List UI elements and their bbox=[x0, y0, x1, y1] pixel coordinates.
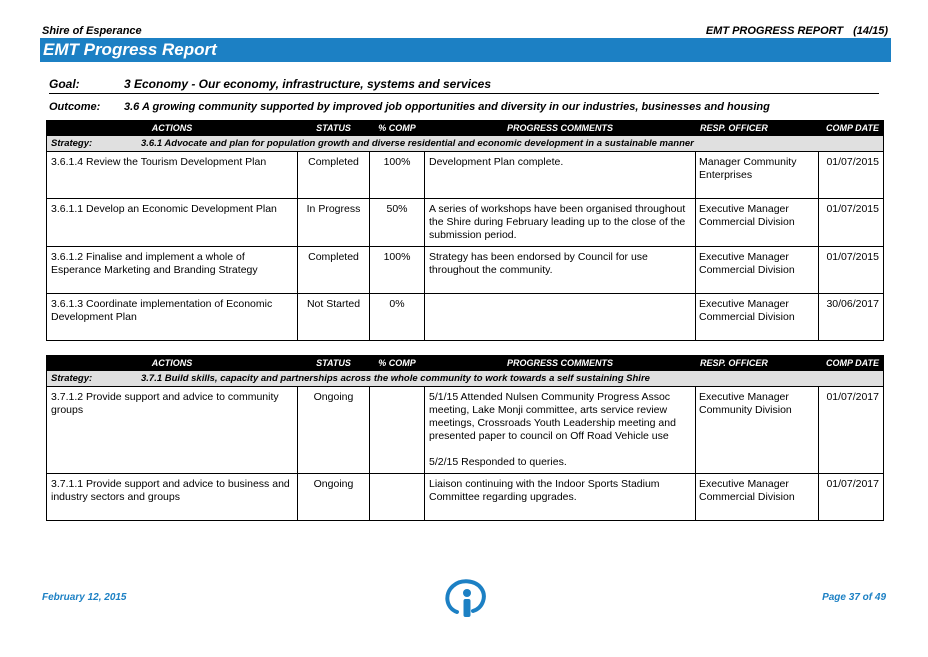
col-officer: RESP. OFFICER bbox=[696, 121, 819, 136]
footer-page-number: Page 37 of 49 bbox=[822, 592, 886, 603]
comment-cell: Development Plan complete. bbox=[425, 152, 696, 199]
col-actions: ACTIONS bbox=[47, 356, 298, 371]
status-cell: Ongoing bbox=[298, 387, 370, 474]
comp-cell: 0% bbox=[370, 294, 425, 341]
report-name bbox=[706, 25, 888, 37]
comment-cell: A series of workshops have been organised throughout the Shire during February leading up to the close of the submission period. bbox=[425, 199, 696, 247]
comment-text: 5/1/15 Attended Nulsen Community Progress Assoc meeting, Lake Monji committee, arts service review meetings, Crossroads Youth Leadership meeting and presented paper to council on Off Road Vehicle use bbox=[429, 391, 676, 442]
banner-title: EMT Progress Report bbox=[43, 40, 217, 59]
outcome-label: Outcome: bbox=[49, 101, 101, 113]
date-cell: 01/07/2015 bbox=[819, 152, 884, 199]
col-status: STATUS bbox=[298, 121, 370, 136]
col-comments: PROGRESS COMMENTS bbox=[425, 121, 696, 136]
comp-cell: 100% bbox=[370, 247, 425, 294]
date-cell: 01/07/2017 bbox=[819, 474, 884, 521]
col-comp: % COMP bbox=[370, 121, 425, 136]
actions-table-2 bbox=[46, 355, 884, 521]
col-officer: RESP. OFFICER bbox=[696, 356, 819, 371]
strategy-label: Strategy: bbox=[51, 138, 93, 149]
date-cell: 01/07/2015 bbox=[819, 247, 884, 294]
comp-cell bbox=[370, 387, 425, 474]
table-row bbox=[47, 247, 884, 294]
goal-line bbox=[49, 77, 879, 94]
action-cell: 3.7.1.1 Provide support and advice to business and industry sectors and groups bbox=[47, 474, 298, 521]
title-banner bbox=[40, 38, 891, 62]
date-cell: 30/06/2017 bbox=[819, 294, 884, 341]
officer-cell: Executive Manager Commercial Division bbox=[696, 247, 819, 294]
report-title: EMT PROGRESS REPORT bbox=[705, 25, 844, 37]
comp-cell: 100% bbox=[370, 152, 425, 199]
table-row bbox=[47, 474, 884, 521]
status-cell: Ongoing bbox=[298, 474, 370, 521]
status-cell: Not Started bbox=[298, 294, 370, 341]
organisation-name: Shire of Esperance bbox=[42, 25, 142, 37]
col-actions: ACTIONS bbox=[47, 121, 298, 136]
strategy-text: 3.7.1 Build skills, capacity and partnerships across the whole community to work towards a self sustaining Shire bbox=[141, 373, 650, 384]
report-page-ref: (14/15) bbox=[853, 25, 888, 37]
comment-text: 5/2/15 Responded to queries. bbox=[429, 456, 567, 468]
officer-cell: Executive Manager Community Division bbox=[696, 387, 819, 474]
officer-cell: Executive Manager Commercial Division bbox=[696, 199, 819, 247]
col-comments: PROGRESS COMMENTS bbox=[425, 356, 696, 371]
officer-cell: Executive Manager Commercial Division bbox=[696, 294, 819, 341]
strategy-label: Strategy: bbox=[51, 373, 93, 384]
action-cell: 3.6.1.2 Finalise and implement a whole of Esperance Marketing and Branding Strategy bbox=[47, 247, 298, 294]
officer-cell: Executive Manager Commercial Division bbox=[696, 474, 819, 521]
strategy-text: 3.6.1 Advocate and plan for population growth and diverse residential and economic development in a sustainable manner bbox=[141, 138, 694, 149]
comment-cell: Strategy has been endorsed by Council for use throughout the community. bbox=[425, 247, 696, 294]
comment-cell bbox=[425, 294, 696, 341]
date-cell: 01/07/2017 bbox=[819, 387, 884, 474]
status-cell: Completed bbox=[298, 247, 370, 294]
action-cell: 3.7.1.2 Provide support and advice to community groups bbox=[47, 387, 298, 474]
comment-cell: Liaison continuing with the Indoor Sports Stadium Committee regarding upgrades. bbox=[425, 474, 696, 521]
status-cell: In Progress bbox=[298, 199, 370, 247]
footer-date: February 12, 2015 bbox=[42, 592, 127, 603]
col-comp: % COMP bbox=[370, 356, 425, 371]
outcome-text: 3.6 A growing community supported by improved job opportunities and diversity in our industries, businesses and housing bbox=[124, 101, 770, 113]
comp-cell: 50% bbox=[370, 199, 425, 247]
comment-spacer bbox=[429, 443, 691, 456]
col-status: STATUS bbox=[298, 356, 370, 371]
action-cell: 3.6.1.1 Develop an Economic Development Plan bbox=[47, 199, 298, 247]
table-row bbox=[47, 387, 884, 474]
actions-table-1 bbox=[46, 120, 884, 341]
table-row bbox=[47, 152, 884, 199]
date-cell: 01/07/2015 bbox=[819, 199, 884, 247]
officer-cell: Manager Community Enterprises bbox=[696, 152, 819, 199]
col-date: COMP DATE bbox=[819, 121, 884, 136]
table-row bbox=[47, 294, 884, 341]
comp-cell bbox=[370, 474, 425, 521]
goal-label: Goal: bbox=[49, 77, 80, 91]
action-cell: 3.6.1.3 Coordinate implementation of Economic Development Plan bbox=[47, 294, 298, 341]
action-cell: 3.6.1.4 Review the Tourism Development Plan bbox=[47, 152, 298, 199]
table-row bbox=[47, 199, 884, 247]
comment-cell bbox=[425, 387, 696, 474]
council-logo-icon bbox=[443, 578, 487, 618]
table-header-row bbox=[47, 121, 884, 136]
goal-text: 3 Economy - Our economy, infrastructure, systems and services bbox=[124, 77, 492, 91]
strategy-row bbox=[47, 371, 884, 387]
col-date: COMP DATE bbox=[819, 356, 884, 371]
strategy-row bbox=[47, 136, 884, 152]
status-cell: Completed bbox=[298, 152, 370, 199]
table-header-row bbox=[47, 356, 884, 371]
